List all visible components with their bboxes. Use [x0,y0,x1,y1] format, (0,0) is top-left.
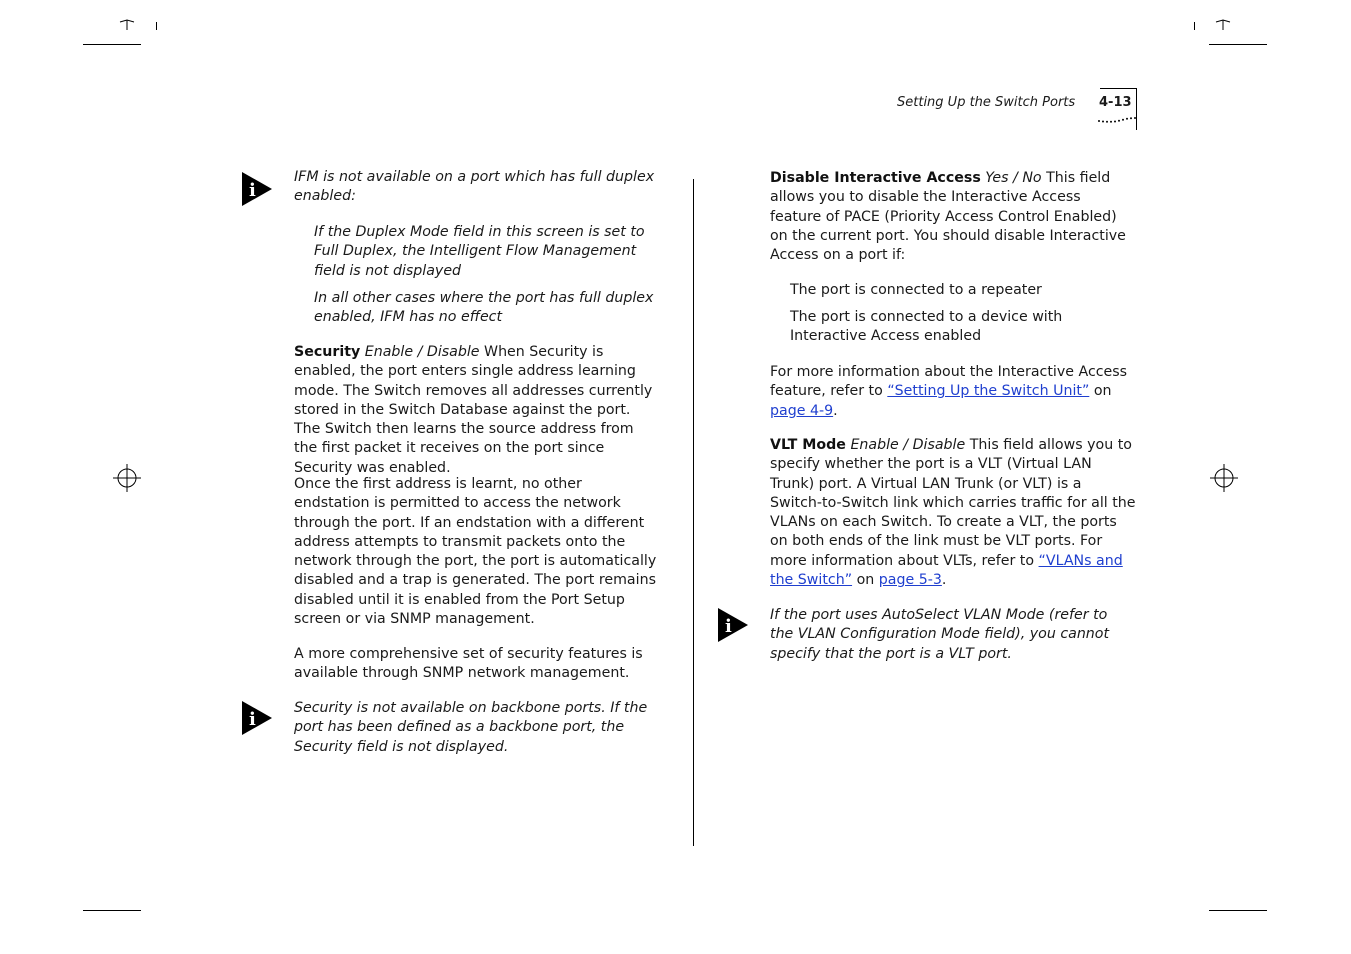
crop-mark-icon [1214,18,1232,32]
vlt-body: This field allows you to specify whether the port is a VLT (Virtual LAN Trunk) port. A Virtual LAN Trunk (or VLT) is a Switch-to-Switch link which carries traffic for all the VLANs on each Switch. To create a VLT, the ports on both ends of the link must be VLT ports. For more information about VLTs, refer to [770,437,1136,569]
more-info-paragraph [770,363,1130,421]
note-ifm-item-2: In all other cases where the port has full duplex enabled, IFM has no effect [314,290,654,326]
page-number: 4-13 [1099,95,1132,110]
info-note-icon [242,701,272,735]
svg-text:i: i [249,709,256,730]
security-paragraph-3: A more comprehensive set of security features is available through SNMP network management. [294,646,643,682]
crop-mark-icon [156,22,157,30]
dia-options: Yes / No [985,170,1042,186]
link-page-5-3[interactable]: page 5-3 [878,572,942,589]
vlt-term: VLT Mode [770,437,846,453]
more-info-period: . [833,402,838,419]
info-note-icon [242,172,272,206]
vlt-on: on [852,572,879,589]
info-note-icon [718,608,748,642]
vlt-mode-paragraph [770,436,1136,590]
crop-mark-top-left-h [83,44,141,45]
header-rule-top [1100,88,1137,89]
svg-text:i: i [249,180,256,201]
note-security-backbone: Security is not available on backbone ports. If the port has been defined as a backbone port, the Security field is not displayed. [294,700,648,755]
crop-mark-bottom-right-h [1209,910,1267,911]
crop-mark-icon [118,18,136,32]
more-info-on: on [1089,383,1112,400]
column-divider [693,179,694,846]
dia-body: This field allows you to disable the Interactive Access feature of PACE (Priority Access Control Enabled) on the current port. You should disable Interactive Access on a port if: [770,170,1126,264]
list-item: The port is connected to a device with Interactive Access enabled [790,309,1063,345]
vlt-options: Enable / Disable [850,437,966,453]
crop-mark-icon [1194,22,1195,30]
security-body: When Security is enabled, the port enters single address learning mode. The Switch removes all addresses currently stored in the Switch Database against the port. The Switch then learns the source address from the first packet it receives on the port since Security was enabled. [294,344,653,476]
note-ifm-item-1: If the Duplex Mode field in this screen is set to Full Duplex, the Intelligent Flow Management field is not displayed [314,224,645,279]
running-header: Setting Up the Switch Ports [897,95,1076,110]
vlt-period: . [941,572,947,589]
registration-mark-icon [1209,463,1239,493]
link-vlans-and-the-switch[interactable]: “VLANs and the Switch” [770,552,1123,589]
security-options: Enable / Disable [364,344,480,360]
security-paragraph-2: Once the first address is learnt, no other endstation is permitted to access the network through the port. If an endstation with a different address attempts to transmit packets onto the network through the port, the port is automatically disabled and a trap is generated. The port remains disabled until it is enabled from the Port Setup screen or via SNMP management. [294,476,657,628]
dia-term: Disable Interactive Access [770,170,981,186]
crop-mark-bottom-left-h [83,910,141,911]
crop-mark-top-right-h [1209,44,1267,45]
security-term: Security [294,344,361,360]
link-setting-up-switch-unit[interactable]: “Setting Up the Switch Unit” [887,383,1090,400]
note-vlt-autoselect: If the port uses AutoSelect VLAN Mode (refer to the VLAN Configuration Mode field), you cannot specify that the port is a VLT port. [770,607,1110,662]
svg-text:i: i [725,616,732,637]
note-ifm: IFM is not available on a port which has full duplex enabled: [294,169,655,205]
link-page-4-9[interactable]: page 4-9 [770,402,834,419]
header-dots [1097,114,1137,124]
security-paragraph [294,343,659,478]
registration-mark-icon [112,463,142,493]
disable-interactive-access-paragraph [770,169,1134,265]
list-item: The port is connected to a repeater [790,282,1042,298]
more-info-text: For more information about the Interactive Access feature, refer to [770,364,1128,400]
